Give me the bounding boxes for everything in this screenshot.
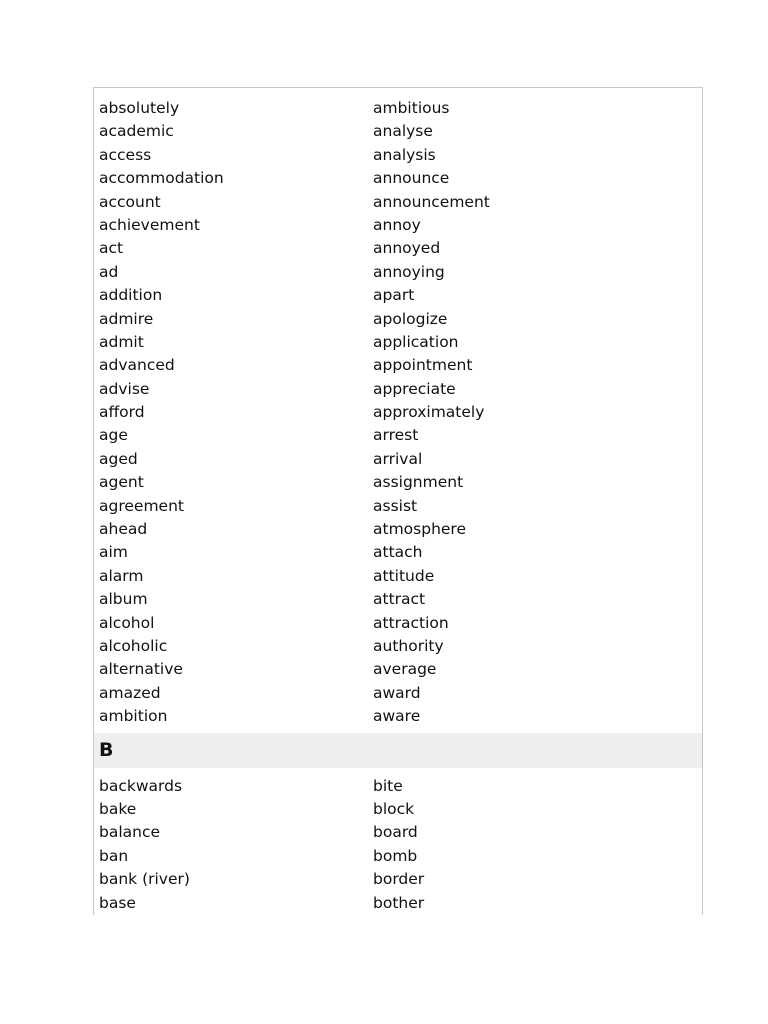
word-cell-right: analyse bbox=[373, 122, 433, 141]
word-cell-right: attitude bbox=[373, 566, 435, 585]
word-cell-right: assignment bbox=[373, 473, 464, 492]
word-cell-right: authority bbox=[373, 636, 444, 655]
word-cell-left: access bbox=[99, 145, 152, 164]
word-row bbox=[99, 448, 702, 471]
word-row bbox=[99, 214, 702, 237]
word-cell-left: alcohol bbox=[99, 613, 155, 632]
word-cell-right: attraction bbox=[373, 613, 449, 632]
word-cell-left: album bbox=[99, 590, 148, 609]
word-row bbox=[99, 261, 702, 284]
word-row bbox=[99, 798, 702, 821]
word-row bbox=[99, 284, 702, 307]
word-row bbox=[99, 424, 702, 447]
word-cell-left: balance bbox=[99, 823, 161, 842]
word-cell-left: ambition bbox=[99, 707, 168, 726]
word-cell-right: approximately bbox=[373, 403, 485, 422]
word-cell-right: annoy bbox=[373, 215, 421, 234]
word-cell-right: board bbox=[373, 823, 418, 842]
word-row bbox=[99, 541, 702, 564]
word-cell-right: assist bbox=[373, 496, 418, 515]
word-cell-right: bomb bbox=[373, 846, 418, 865]
word-row bbox=[99, 120, 702, 143]
word-row bbox=[99, 331, 702, 354]
word-row bbox=[99, 682, 702, 705]
word-row bbox=[99, 378, 702, 401]
word-row bbox=[99, 821, 702, 844]
word-cell-right: arrival bbox=[373, 449, 423, 468]
word-cell-right: analysis bbox=[373, 145, 436, 164]
section-b-words bbox=[94, 768, 702, 915]
word-row bbox=[99, 191, 702, 214]
word-cell-left: agreement bbox=[99, 496, 184, 515]
word-row bbox=[99, 775, 702, 798]
word-row bbox=[99, 308, 702, 331]
word-cell-left: advanced bbox=[99, 356, 175, 375]
word-row bbox=[99, 588, 702, 611]
word-cell-right: announce bbox=[373, 169, 450, 188]
word-cell-right: annoying bbox=[373, 262, 445, 281]
word-cell-left: act bbox=[99, 239, 124, 258]
word-cell-left: alcoholic bbox=[99, 636, 168, 655]
word-cell-right: bother bbox=[373, 893, 425, 912]
word-cell-right: average bbox=[373, 660, 437, 679]
letter-heading-b: B bbox=[94, 733, 702, 768]
word-cell-left: addition bbox=[99, 286, 163, 305]
word-cell-left: aged bbox=[99, 449, 138, 468]
word-cell-right: arrest bbox=[373, 426, 419, 445]
word-cell-right: annoyed bbox=[373, 239, 441, 258]
word-cell-right: bite bbox=[373, 776, 403, 795]
word-cell-right: award bbox=[373, 683, 421, 702]
word-cell-left: afford bbox=[99, 403, 145, 422]
word-cell-right: ambitious bbox=[373, 99, 450, 117]
word-cell-left: backwards bbox=[99, 776, 183, 795]
word-cell-left: alternative bbox=[99, 660, 183, 679]
word-row bbox=[99, 868, 702, 891]
word-cell-right: attract bbox=[373, 590, 426, 609]
word-row bbox=[99, 97, 702, 120]
word-row bbox=[99, 401, 702, 424]
word-list-table bbox=[93, 87, 703, 915]
word-cell-left: agent bbox=[99, 473, 144, 492]
word-cell-left: accommodation bbox=[99, 169, 224, 188]
word-cell-left: aim bbox=[99, 543, 128, 562]
word-cell-left: base bbox=[99, 893, 136, 912]
word-cell-left: admit bbox=[99, 332, 144, 351]
word-row bbox=[99, 635, 702, 658]
word-cell-left: achievement bbox=[99, 215, 200, 234]
section-a-words bbox=[94, 88, 702, 729]
word-row bbox=[99, 658, 702, 681]
word-row bbox=[99, 167, 702, 190]
word-cell-left: bake bbox=[99, 799, 137, 818]
word-cell-right: block bbox=[373, 799, 415, 818]
word-cell-left: ban bbox=[99, 846, 129, 865]
word-cell-left: academic bbox=[99, 122, 174, 141]
word-cell-left: account bbox=[99, 192, 161, 211]
word-row bbox=[99, 892, 702, 915]
word-cell-right: application bbox=[373, 332, 459, 351]
word-row bbox=[99, 845, 702, 868]
word-cell-right: aware bbox=[373, 707, 421, 726]
word-row bbox=[99, 705, 702, 728]
word-cell-left: ahead bbox=[99, 520, 148, 539]
word-row bbox=[99, 495, 702, 518]
word-cell-left: bank (river) bbox=[99, 870, 190, 889]
word-cell-left: advise bbox=[99, 379, 150, 398]
word-row bbox=[99, 237, 702, 260]
word-cell-left: ad bbox=[99, 262, 119, 281]
word-cell-right: apart bbox=[373, 286, 415, 305]
word-cell-left: absolutely bbox=[99, 99, 180, 117]
word-row bbox=[99, 471, 702, 494]
word-cell-right: appointment bbox=[373, 356, 473, 375]
word-cell-right: announcement bbox=[373, 192, 490, 211]
word-cell-right: attach bbox=[373, 543, 423, 562]
word-row bbox=[99, 518, 702, 541]
word-cell-right: appreciate bbox=[373, 379, 456, 398]
word-cell-left: alarm bbox=[99, 566, 144, 585]
word-row bbox=[99, 354, 702, 377]
word-row bbox=[99, 144, 702, 167]
word-cell-right: border bbox=[373, 870, 425, 889]
word-cell-left: amazed bbox=[99, 683, 161, 702]
word-cell-right: apologize bbox=[373, 309, 448, 328]
word-row bbox=[99, 612, 702, 635]
word-cell-right: atmosphere bbox=[373, 520, 466, 539]
word-cell-left: admire bbox=[99, 309, 154, 328]
word-row bbox=[99, 565, 702, 588]
word-cell-left: age bbox=[99, 426, 128, 445]
